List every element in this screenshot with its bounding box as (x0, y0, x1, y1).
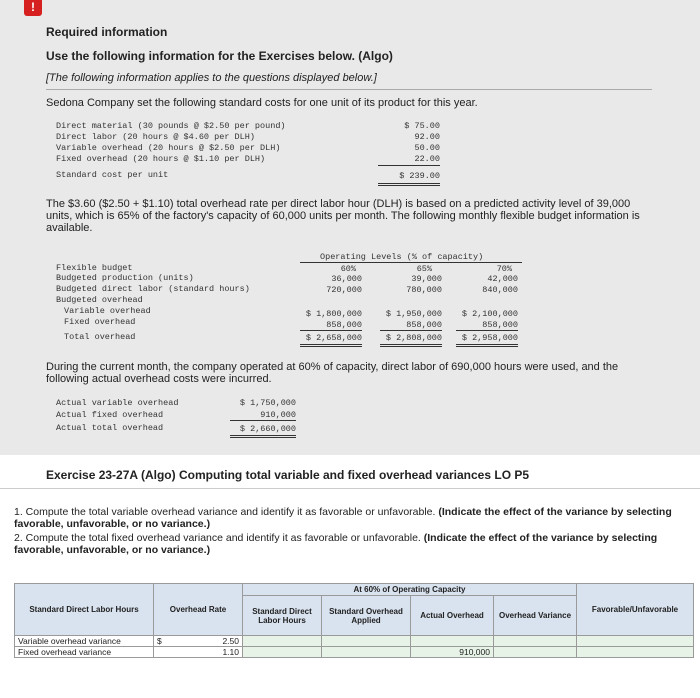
header-std-dl-hours: Standard Direct Labor Hours (243, 596, 322, 636)
row-label: Variable overhead variance (15, 636, 154, 647)
q1-text: 1. Compute the total variable overhead variance and identify it as favorable or unfavorable. (14, 506, 436, 518)
cell: 910,000 (260, 410, 296, 420)
divider (46, 89, 652, 90)
total-rule (380, 344, 442, 347)
subtotal-rule (300, 330, 362, 331)
currency-cell (154, 647, 201, 658)
std-dl-hours-input[interactable] (243, 636, 322, 647)
overhead-paragraph: The $3.60 ($2.50 + $1.10) total overhead rate per direct labor hour (DLH) is based on a predicted activity level of 39,000 units, which is 65% of the factory's capacity of 60,000 units per month. The following monthly flexible budget information is available. (46, 198, 640, 234)
row-label: Actual variable overhead (56, 398, 179, 408)
cell: 858,000 (406, 320, 442, 330)
row-label: Budgeted overhead (56, 295, 143, 305)
exercise-title: Exercise 23-27A (Algo) Computing total variable and fixed overhead variances LO P5 (46, 468, 530, 482)
cell: $ 2,660,000 (239, 424, 296, 434)
cell: 42,000 (487, 274, 518, 284)
row-label: Budgeted direct labor (standard hours) (56, 284, 250, 294)
row-label: Fixed overhead (64, 317, 136, 327)
cell: 39,000 (411, 274, 442, 284)
group-header (243, 584, 577, 596)
total-rule (378, 183, 440, 186)
row-label: Total overhead (64, 332, 136, 342)
question-2 (14, 532, 684, 556)
cell: 858,000 (326, 320, 362, 330)
rate-cell: 1.10 (200, 647, 243, 658)
total-rule (230, 435, 296, 438)
cell: 720,000 (326, 285, 362, 295)
row-label: Budgeted production (units) (56, 273, 194, 283)
header-rate: Overhead Rate (154, 584, 243, 636)
cost-label: Fixed overhead (20 hours @ $1.10 per DLH) (56, 154, 266, 164)
cell: 858,000 (482, 320, 518, 330)
cost-label: Direct labor (20 hours @ $4.60 per DLH) (56, 132, 255, 142)
applied-input[interactable] (322, 636, 411, 647)
question-1 (14, 506, 684, 530)
rate-cell: 2.50 (200, 636, 243, 647)
column-header: 60% (340, 264, 356, 274)
cost-value: 50.00 (414, 143, 440, 153)
column-header: 65% (416, 264, 432, 274)
cell: 840,000 (482, 285, 518, 295)
header-std-hours: Standard Direct Labor Hours (15, 584, 154, 636)
actual-input[interactable]: 910,000 (411, 647, 494, 658)
total-rule (300, 344, 362, 347)
row-label: Flexible budget (56, 263, 133, 273)
subtotal-rule (456, 330, 518, 331)
header-rule (300, 262, 522, 263)
cost-label: Standard cost per unit (56, 170, 169, 180)
currency-cell: $ (154, 636, 201, 647)
cost-label: Variable overhead (20 hours @ $2.50 per DLH) (56, 143, 281, 153)
header-actual: Actual Overhead (411, 596, 494, 636)
favorable-select[interactable] (577, 636, 694, 647)
actual-input[interactable] (411, 636, 494, 647)
cell: $ 1,800,000 (305, 309, 362, 319)
variance-input[interactable] (494, 636, 577, 647)
row-label: Actual total overhead (56, 423, 164, 433)
applied-input[interactable] (322, 647, 411, 658)
cost-value: 22.00 (414, 154, 440, 164)
q2-text: 2. Compute the total fixed overhead variance and identify it as favorable or unfavorable. (14, 532, 421, 544)
operating-levels-header: Operating Levels (% of capacity) (320, 252, 484, 262)
cell: $ 2,658,000 (305, 333, 362, 343)
row-label: Variable overhead (64, 306, 151, 316)
variance-input[interactable] (494, 647, 577, 658)
subtotal-rule (230, 420, 296, 421)
q1-note: (Indicate the effect of the variance by selecting favorable, unfavorable, or no variance.) (14, 506, 672, 530)
required-info-heading: Required information (46, 25, 168, 39)
cell: $ 2,958,000 (461, 333, 518, 343)
variance-answer-table (14, 583, 694, 658)
std-dl-hours-input[interactable] (243, 647, 322, 658)
header-applied: Standard Overhead Applied (322, 596, 411, 636)
sedona-intro: Sedona Company set the following standard costs for one unit of its product for this year. (46, 97, 478, 109)
cell: $ 2,100,000 (461, 309, 518, 319)
cost-value: 92.00 (414, 132, 440, 142)
cost-value: $ 75.00 (404, 121, 440, 131)
cost-label: Direct material (30 pounds @ $2.50 per pound) (56, 121, 286, 131)
alert-badge: ! (24, 0, 42, 16)
q2-note: (Indicate the effect of the variance by selecting favorable, unfavorable, or no variance.) (14, 532, 658, 556)
applies-note: [The following information applies to the questions displayed below.] (46, 72, 377, 84)
current-month-paragraph: During the current month, the company operated at 60% of capacity, direct labor of 690,000 hours were used, and the following actual overhead costs were incurred. (46, 361, 619, 385)
use-following-heading: Use the following information for the Exercises below. (Algo) (46, 49, 393, 63)
row-label: Actual fixed overhead (56, 410, 164, 420)
cost-value: $ 239.00 (399, 171, 440, 181)
total-rule (456, 344, 518, 347)
header-variance: Overhead Variance (494, 596, 577, 636)
column-header: 70% (496, 264, 512, 274)
cell: $ 2,808,000 (385, 333, 442, 343)
favorable-select[interactable] (577, 647, 694, 658)
cell: $ 1,750,000 (239, 398, 296, 408)
subtotal-rule (380, 330, 442, 331)
divider (0, 488, 700, 489)
cell: 780,000 (406, 285, 442, 295)
cell: 36,000 (331, 274, 362, 284)
group-header-label: At 60% of Operating Capacity (353, 585, 466, 594)
subtotal-rule (378, 165, 440, 166)
header-favorable: Favorable/Unfavorable (577, 584, 694, 636)
cell: $ 1,950,000 (385, 309, 442, 319)
row-label: Fixed overhead variance (15, 647, 154, 658)
